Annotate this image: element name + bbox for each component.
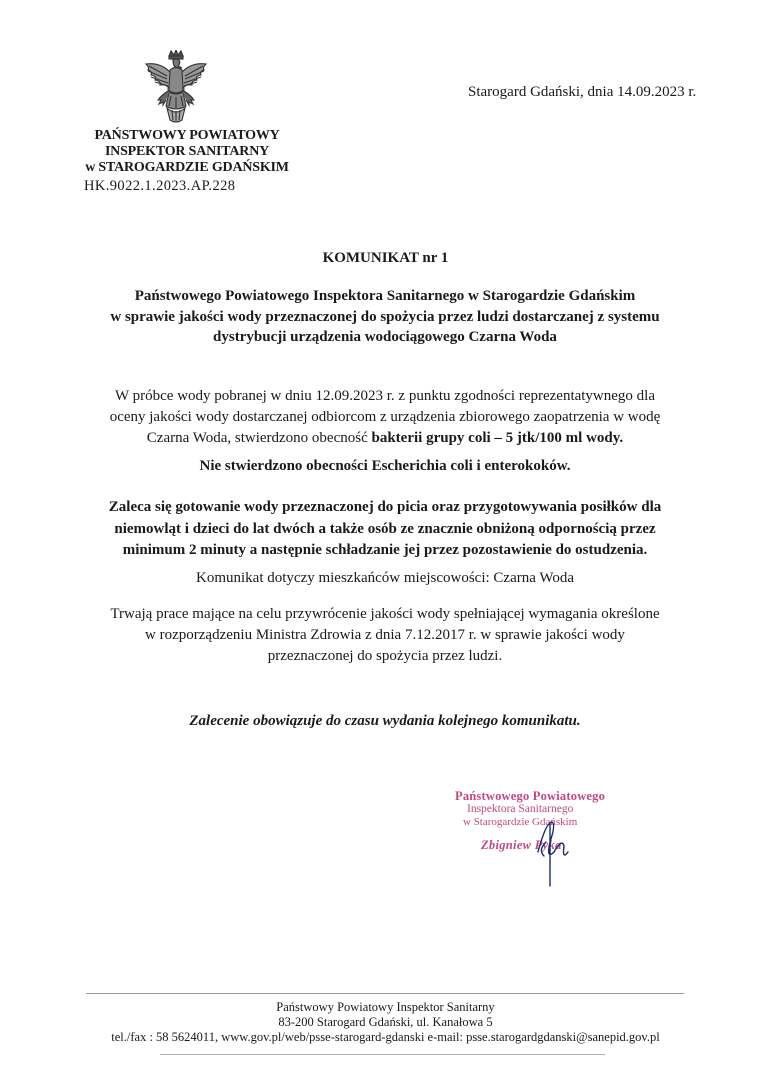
paragraph-line: oceny jakości wody dostarczanej odbiorcom z urządzenia zbiorowego zaopatrzenia w wodę [109,409,661,425]
finding-paragraph [40,386,730,449]
paragraph-line [40,428,730,449]
paragraph-line: w rozporządzeniu Ministra Zdrowia z dnia 7.12.2017 r. w sprawie jakości wody [145,627,625,643]
subject-line: dystrybucji urządzenia wodociągowego Czarna Woda [213,329,557,345]
paragraph-line: niemowląt i dzieci do lat dwóch a także osób ze znacznie obniżoną odpornością przez [114,520,656,537]
paragraph-line: Zaleca się gotowanie wody przeznaczonej do picia oraz przygotowywania posiłków dla [108,499,662,515]
stamp-line: Państwowego Powiatowego [455,789,606,803]
recommendation-paragraph [30,497,740,562]
document-date: Starogard Gdański, dnia 14.09.2023 r. [468,84,697,100]
works-paragraph [40,604,730,667]
bacteria-result: bakterii grupy coli – 5 jtk/100 ml wody. [371,430,624,446]
paragraph-line: Trwają prace mające na celu przywrócenie jakości wody spełniającej wymagania określone [110,606,660,622]
issuer-line: INSPEKTOR SANITARNY [104,144,270,159]
footer-line: Państwowy Powiatowy Inspektor Sanitarny [276,1000,495,1014]
paragraph-text: Czarna Woda, stwierdzono obecność [146,430,372,446]
eagle-emblem-icon [143,50,209,130]
reference-number: HK.9022.1.2023.AP.228 [84,178,236,194]
stamp-signatory: Zbigniew Pyka [481,838,562,852]
subject-line: Państwowego Powiatowego Inspektora Sanitarnego w Starogardzie Gdańskim [134,288,636,304]
footer-contact: tel./fax : 58 5624011, www.gov.pl/web/psse-starogard-gdanski e-mail: psse.starogardgdanski@sanepid.gov.pl [111,1030,660,1044]
document-subject [40,286,730,348]
paragraph-line: przeznaczonej do spożycia przez ludzi. [267,648,503,664]
negative-finding: Nie stwierdzono obecności Escherichia coli i enterokoków. [199,458,571,474]
handwritten-signature-icon [520,812,590,887]
validity-note: Zalecenie obowiązuje do czasu wydania kolejnego komunikatu. [189,713,581,729]
affected-area: Komunikat dotyczy mieszkańców miejscowości: Czarna Woda [196,570,574,586]
document-title: KOMUNIKAT nr 1 [322,250,449,266]
issuer-line: PAŃSTWOWY POWIATOWY [94,128,280,143]
subject-line: w sprawie jakości wody przeznaczonej do spożycia przez ludzi dostarczanej z systemu [110,308,660,325]
issuer-line: w STAROGARDZIE GDAŃSKIM [85,160,289,175]
stamp-line: Inspektora Sanitarnego [467,803,574,815]
footer-divider [160,1054,605,1055]
issuer-header [62,128,312,176]
paragraph-line: minimum 2 minuty a następnie schładzanie jej przez pozostawienie do ostudzenia. [122,542,648,558]
footer-divider [86,993,684,994]
footer [0,1000,771,1045]
paragraph-line: W próbce wody pobranej w dniu 12.09.2023 r. z punktu zgodności reprezentatywnego dla [115,388,655,404]
footer-line: 83-200 Starogard Gdański, ul. Kanałowa 5 [278,1015,493,1029]
stamp-line: w Starogardzie Gdańskim [463,816,578,828]
